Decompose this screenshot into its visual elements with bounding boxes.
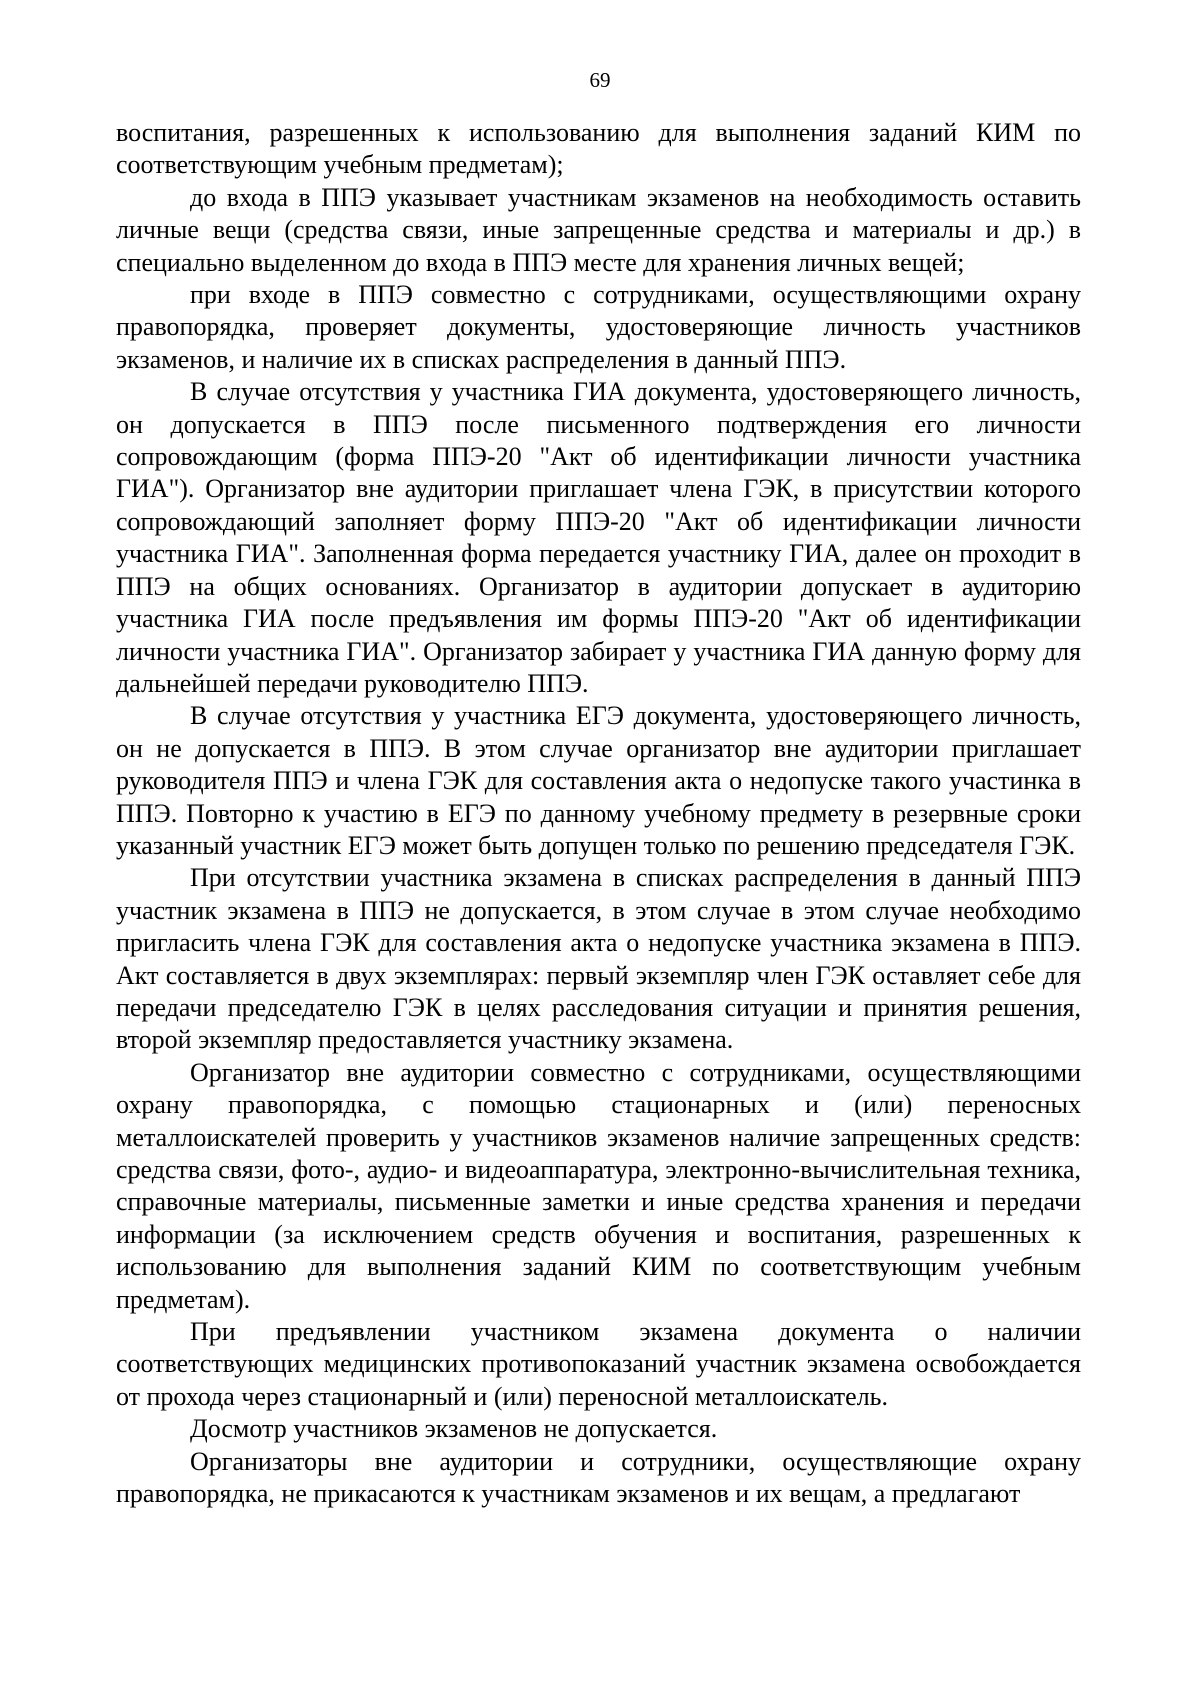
paragraph-10: Организаторы вне аудитории и сотрудники, осуществляющие охрану правопорядка, не прикасаются к участникам экзаменов и их вещам, а предлагают xyxy=(116,1446,1081,1509)
paragraph-6: При отсутствии участника экзамена в списках распределения в данный ППЭ участник экзамена в ППЭ не допускается, в этом случае в этом случае необходимо пригласить члена ГЭК для составления акта о недопуске участника экзамена в ППЭ. Акт составляется в двух экземплярах: первый экземпляр член ГЭК оставляет себе для передачи председателю ГЭК в целях расследования ситуации и принятия решения, второй экземпляр предоставляется участнику экзамена. xyxy=(116,863,1081,1055)
document-body xyxy=(116,117,1081,1510)
paragraph-2: до входа в ППЭ указывает участникам экзаменов на необходимость оставить личные вещи (средства связи, иные запрещенные средства и материалы и др.) в специально выделенном до входа в ППЭ месте для хранения личных вещей; xyxy=(116,182,1081,277)
paragraph-5: В случае отсутствия у участника ЕГЭ документа, удостоверяющего личность, он не допускается в ППЭ. В этом случае организатор вне аудитории приглашает руководителя ППЭ и члена ГЭК для составления акта о недопуске такого участинка в ППЭ. Повторно к участию в ЕГЭ по данному учебному предмету в резервные сроки указанный участник ЕГЭ может быть допущен только по решению председателя ГЭК. xyxy=(116,701,1081,860)
paragraph-8: При предъявлении участником экзамена документа о наличии соответствующих медицинских противопоказаний участник экзамена освобождается от прохода через стационарный и (или) переносной металлоискатель. xyxy=(116,1317,1081,1411)
paragraph-9: Досмотр участников экзаменов не допускается. xyxy=(190,1414,718,1444)
paragraph-1: воспитания, разрешенных к использованию для выполнения заданий КИМ по соответствующим учебным предметам); xyxy=(116,118,1081,180)
paragraph-3: при входе в ППЭ совместно с сотрудниками, осуществляющими охрану правопорядка, проверяет документы, удостоверяющие личность участников экзаменов, и наличие их в списках распределения в данный ППЭ. xyxy=(116,280,1081,374)
page-number: 69 xyxy=(589,68,611,92)
paragraph-4: В случае отсутствия у участника ГИА документа, удостоверяющего личность, он допускается в ППЭ после письменного подтверждения его личности сопровождающим (форма ППЭ-20 "Акт об идентификации личности участника ГИА"). Организатор вне аудитории приглашает члена ГЭК, в присутствии которого сопровождающий заполняет форму ППЭ-20 "Акт об идентификации личности участника ГИА". Заполненная форма передается участнику ГИА, далее он проходит в ППЭ на общих основаниях. Организатор в аудитории допускает в аудиторию участника ГИА после предъявления им формы ППЭ-20 "Акт об идентификации личности участника ГИА". Организатор забирает у участника ГИА данную форму для дальнейшей передачи руководителю ППЭ. xyxy=(116,377,1081,698)
paragraph-7: Организатор вне аудитории совместно с сотрудниками, осуществляющими охрану правопорядка, с помощью стационарных и (или) переносных металлоискателей проверить у участников экзаменов наличие запрещенных средств: средства связи, фото-, аудио- и видеоаппаратура, электронно-вычислительная техника, справочные материалы, письменные заметки и иные средства хранения и передачи информации (за исключением средств обучения и воспитания, разрешенных к использованию для выполнения заданий КИМ по соответствующим учебным предметам). xyxy=(116,1057,1081,1314)
